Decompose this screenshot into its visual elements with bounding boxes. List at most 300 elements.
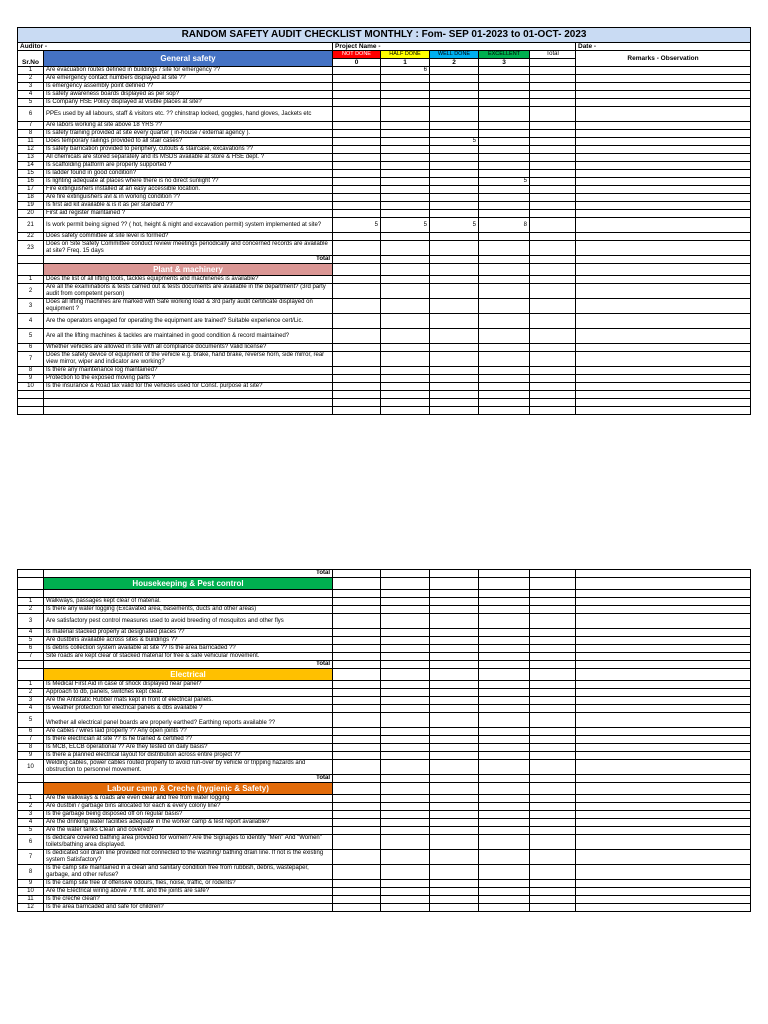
remarks-cell[interactable] xyxy=(576,91,751,99)
score-cell[interactable] xyxy=(381,91,430,99)
score-cell[interactable] xyxy=(333,299,381,314)
score-cell[interactable] xyxy=(479,705,530,713)
score-cell[interactable] xyxy=(479,344,530,352)
remarks-cell[interactable] xyxy=(576,637,751,645)
score-cell[interactable] xyxy=(430,803,479,811)
score-cell[interactable] xyxy=(333,637,381,645)
score-cell[interactable] xyxy=(479,713,530,728)
score-cell[interactable] xyxy=(381,752,430,760)
score-cell[interactable] xyxy=(430,210,479,218)
remarks-cell[interactable] xyxy=(576,888,751,896)
score-cell[interactable] xyxy=(333,202,381,210)
score-cell[interactable] xyxy=(381,202,430,210)
remarks-cell[interactable] xyxy=(576,170,751,178)
score-cell[interactable] xyxy=(381,614,430,629)
remarks-cell[interactable] xyxy=(576,154,751,162)
score-cell[interactable] xyxy=(479,154,530,162)
score-cell[interactable] xyxy=(479,83,530,91)
score-cell[interactable] xyxy=(430,681,479,689)
score-cell[interactable] xyxy=(381,880,430,888)
remarks-cell[interactable] xyxy=(576,645,751,653)
score-cell[interactable] xyxy=(381,130,430,138)
score-cell[interactable] xyxy=(479,850,530,865)
score-cell[interactable] xyxy=(333,744,381,752)
score-cell[interactable] xyxy=(430,606,479,614)
remarks-cell[interactable] xyxy=(576,865,751,880)
score-cell[interactable] xyxy=(479,697,530,705)
score-cell[interactable] xyxy=(333,383,381,391)
score-cell[interactable] xyxy=(430,276,479,284)
remarks-cell[interactable] xyxy=(576,835,751,850)
score-cell[interactable] xyxy=(381,75,430,83)
score-cell[interactable] xyxy=(381,162,430,170)
score-cell[interactable] xyxy=(333,811,381,819)
score-cell[interactable] xyxy=(381,352,430,367)
score-cell[interactable] xyxy=(381,178,430,186)
score-cell[interactable] xyxy=(430,122,479,130)
score-cell[interactable] xyxy=(381,827,430,835)
remarks-cell[interactable] xyxy=(576,614,751,629)
score-cell[interactable] xyxy=(333,284,381,299)
score-cell[interactable] xyxy=(381,835,430,850)
remarks-cell[interactable] xyxy=(576,352,751,367)
remarks-cell[interactable] xyxy=(576,383,751,391)
remarks-cell[interactable] xyxy=(576,218,751,233)
remarks-cell[interactable] xyxy=(576,210,751,218)
score-cell[interactable] xyxy=(479,681,530,689)
remarks-cell[interactable] xyxy=(576,299,751,314)
score-cell[interactable] xyxy=(333,352,381,367)
score-cell[interactable] xyxy=(381,888,430,896)
score-cell[interactable] xyxy=(430,67,479,75)
score-cell[interactable] xyxy=(381,637,430,645)
score-cell[interactable] xyxy=(381,896,430,904)
remarks-cell[interactable] xyxy=(576,130,751,138)
score-cell[interactable] xyxy=(430,299,479,314)
score-cell[interactable] xyxy=(479,162,530,170)
score-cell[interactable] xyxy=(333,645,381,653)
score-cell[interactable] xyxy=(479,689,530,697)
score-cell[interactable] xyxy=(479,880,530,888)
remarks-cell[interactable] xyxy=(576,904,751,912)
score-cell[interactable] xyxy=(333,827,381,835)
score-cell[interactable] xyxy=(430,744,479,752)
remarks-cell[interactable] xyxy=(576,67,751,75)
score-cell[interactable] xyxy=(430,637,479,645)
score-cell[interactable] xyxy=(479,107,530,122)
score-cell[interactable] xyxy=(333,697,381,705)
score-cell[interactable] xyxy=(430,705,479,713)
score-cell[interactable] xyxy=(333,705,381,713)
remarks-cell[interactable] xyxy=(576,186,751,194)
score-cell[interactable] xyxy=(333,653,381,661)
score-cell[interactable] xyxy=(381,819,430,827)
score-cell[interactable] xyxy=(430,653,479,661)
score-cell[interactable] xyxy=(333,850,381,865)
remarks-cell[interactable] xyxy=(576,736,751,744)
score-cell[interactable] xyxy=(430,352,479,367)
remarks-cell[interactable] xyxy=(576,705,751,713)
score-cell[interactable] xyxy=(430,850,479,865)
score-cell[interactable] xyxy=(381,375,430,383)
score-cell[interactable] xyxy=(381,210,430,218)
score-cell[interactable] xyxy=(430,170,479,178)
score-cell[interactable] xyxy=(479,138,530,146)
score-cell[interactable] xyxy=(430,329,479,344)
score-cell[interactable] xyxy=(479,744,530,752)
score-cell[interactable] xyxy=(333,314,381,329)
score-cell[interactable] xyxy=(479,865,530,880)
score-cell[interactable] xyxy=(430,284,479,299)
remarks-cell[interactable] xyxy=(576,811,751,819)
remarks-cell[interactable] xyxy=(576,728,751,736)
score-cell[interactable] xyxy=(479,194,530,202)
score-cell[interactable] xyxy=(333,170,381,178)
score-cell[interactable] xyxy=(333,138,381,146)
score-cell[interactable] xyxy=(430,752,479,760)
score-cell[interactable] xyxy=(430,367,479,375)
score-cell[interactable] xyxy=(479,827,530,835)
score-cell[interactable] xyxy=(381,598,430,606)
score-cell[interactable] xyxy=(479,606,530,614)
score-cell[interactable] xyxy=(430,186,479,194)
remarks-cell[interactable] xyxy=(576,697,751,705)
remarks-cell[interactable] xyxy=(576,896,751,904)
score-cell[interactable] xyxy=(479,241,530,256)
score-cell[interactable] xyxy=(430,811,479,819)
score-cell[interactable] xyxy=(333,67,381,75)
remarks-cell[interactable] xyxy=(576,99,751,107)
score-cell[interactable] xyxy=(333,233,381,241)
score-cell[interactable] xyxy=(479,904,530,912)
remarks-cell[interactable] xyxy=(576,827,751,835)
score-cell[interactable] xyxy=(381,170,430,178)
score-cell[interactable] xyxy=(479,803,530,811)
score-cell[interactable] xyxy=(333,83,381,91)
score-cell[interactable] xyxy=(479,835,530,850)
score-cell[interactable] xyxy=(381,850,430,865)
score-cell[interactable] xyxy=(430,344,479,352)
score-cell[interactable] xyxy=(381,865,430,880)
score-cell[interactable] xyxy=(381,653,430,661)
remarks-cell[interactable] xyxy=(576,122,751,130)
score-cell[interactable] xyxy=(430,713,479,728)
score-cell[interactable] xyxy=(430,146,479,154)
score-cell[interactable] xyxy=(479,352,530,367)
score-cell[interactable] xyxy=(333,178,381,186)
score-cell[interactable] xyxy=(430,375,479,383)
score-cell[interactable] xyxy=(479,75,530,83)
score-cell[interactable] xyxy=(430,202,479,210)
score-cell[interactable] xyxy=(430,760,479,775)
score-cell[interactable] xyxy=(333,276,381,284)
remarks-cell[interactable] xyxy=(576,880,751,888)
score-cell[interactable] xyxy=(381,241,430,256)
score-cell[interactable] xyxy=(381,803,430,811)
score-cell[interactable] xyxy=(381,728,430,736)
score-cell[interactable] xyxy=(333,130,381,138)
score-cell[interactable] xyxy=(333,880,381,888)
score-cell[interactable] xyxy=(430,614,479,629)
score-cell[interactable] xyxy=(430,99,479,107)
score-cell[interactable] xyxy=(333,803,381,811)
remarks-cell[interactable] xyxy=(576,752,751,760)
remarks-cell[interactable] xyxy=(576,194,751,202)
score-cell[interactable] xyxy=(333,795,381,803)
score-cell[interactable] xyxy=(479,233,530,241)
score-cell[interactable] xyxy=(333,629,381,637)
score-cell[interactable] xyxy=(430,75,479,83)
score-cell[interactable] xyxy=(430,162,479,170)
score-cell[interactable] xyxy=(333,736,381,744)
score-cell[interactable] xyxy=(381,299,430,314)
score-cell[interactable] xyxy=(333,367,381,375)
remarks-cell[interactable] xyxy=(576,202,751,210)
remarks-cell[interactable] xyxy=(576,138,751,146)
remarks-cell[interactable] xyxy=(576,606,751,614)
score-cell[interactable] xyxy=(430,819,479,827)
score-cell[interactable] xyxy=(430,241,479,256)
score-cell[interactable] xyxy=(381,383,430,391)
score-cell[interactable] xyxy=(479,99,530,107)
score-cell[interactable]: 5 xyxy=(333,218,381,233)
score-cell[interactable] xyxy=(430,314,479,329)
score-cell[interactable] xyxy=(479,795,530,803)
score-cell[interactable] xyxy=(333,598,381,606)
score-cell[interactable] xyxy=(333,186,381,194)
score-cell[interactable] xyxy=(333,865,381,880)
score-cell[interactable] xyxy=(479,329,530,344)
remarks-cell[interactable] xyxy=(576,653,751,661)
score-cell[interactable] xyxy=(333,122,381,130)
score-cell[interactable] xyxy=(479,760,530,775)
score-cell[interactable] xyxy=(479,645,530,653)
score-cell[interactable] xyxy=(479,819,530,827)
score-cell[interactable] xyxy=(333,606,381,614)
score-cell[interactable] xyxy=(333,75,381,83)
score-cell[interactable] xyxy=(430,827,479,835)
remarks-cell[interactable] xyxy=(576,314,751,329)
remarks-cell[interactable] xyxy=(576,178,751,186)
score-cell[interactable] xyxy=(333,375,381,383)
score-cell[interactable] xyxy=(479,375,530,383)
remarks-cell[interactable] xyxy=(576,713,751,728)
score-cell[interactable] xyxy=(333,154,381,162)
remarks-cell[interactable] xyxy=(576,75,751,83)
score-cell[interactable] xyxy=(430,178,479,186)
score-cell[interactable]: 6 xyxy=(381,67,430,75)
remarks-cell[interactable] xyxy=(576,107,751,122)
score-cell[interactable] xyxy=(430,728,479,736)
score-cell[interactable] xyxy=(333,194,381,202)
score-cell[interactable] xyxy=(381,122,430,130)
score-cell[interactable] xyxy=(430,91,479,99)
remarks-cell[interactable] xyxy=(576,629,751,637)
score-cell[interactable] xyxy=(333,713,381,728)
remarks-cell[interactable] xyxy=(576,329,751,344)
score-cell[interactable] xyxy=(333,91,381,99)
remarks-cell[interactable] xyxy=(576,744,751,752)
score-cell[interactable] xyxy=(479,284,530,299)
remarks-cell[interactable] xyxy=(576,83,751,91)
score-cell[interactable] xyxy=(333,162,381,170)
score-cell[interactable] xyxy=(333,904,381,912)
score-cell[interactable] xyxy=(333,344,381,352)
score-cell[interactable] xyxy=(430,645,479,653)
remarks-cell[interactable] xyxy=(576,367,751,375)
score-cell[interactable] xyxy=(333,819,381,827)
score-cell[interactable] xyxy=(333,241,381,256)
score-cell[interactable] xyxy=(381,606,430,614)
remarks-cell[interactable] xyxy=(576,276,751,284)
score-cell[interactable] xyxy=(430,697,479,705)
remarks-cell[interactable] xyxy=(576,233,751,241)
score-cell[interactable] xyxy=(381,138,430,146)
score-cell[interactable] xyxy=(479,210,530,218)
score-cell[interactable] xyxy=(381,904,430,912)
score-cell[interactable] xyxy=(479,888,530,896)
score-cell[interactable] xyxy=(430,598,479,606)
score-cell[interactable] xyxy=(430,904,479,912)
score-cell[interactable] xyxy=(479,314,530,329)
score-cell[interactable] xyxy=(381,367,430,375)
score-cell[interactable] xyxy=(381,689,430,697)
score-cell[interactable] xyxy=(430,835,479,850)
score-cell[interactable] xyxy=(381,233,430,241)
score-cell[interactable] xyxy=(381,194,430,202)
score-cell[interactable] xyxy=(430,865,479,880)
remarks-cell[interactable] xyxy=(576,689,751,697)
score-cell[interactable] xyxy=(430,233,479,241)
score-cell[interactable]: 5 xyxy=(430,138,479,146)
score-cell[interactable] xyxy=(381,146,430,154)
score-cell[interactable] xyxy=(333,329,381,344)
score-cell[interactable] xyxy=(381,314,430,329)
score-cell[interactable] xyxy=(479,598,530,606)
score-cell[interactable] xyxy=(333,888,381,896)
remarks-cell[interactable] xyxy=(576,803,751,811)
score-cell[interactable] xyxy=(381,713,430,728)
score-cell[interactable] xyxy=(381,107,430,122)
score-cell[interactable] xyxy=(333,146,381,154)
score-cell[interactable] xyxy=(430,629,479,637)
score-cell[interactable] xyxy=(381,705,430,713)
remarks-cell[interactable] xyxy=(576,795,751,803)
score-cell[interactable] xyxy=(381,284,430,299)
score-cell[interactable] xyxy=(479,91,530,99)
score-cell[interactable] xyxy=(430,194,479,202)
score-cell[interactable] xyxy=(430,383,479,391)
remarks-cell[interactable] xyxy=(576,344,751,352)
score-cell[interactable] xyxy=(381,83,430,91)
score-cell[interactable] xyxy=(333,614,381,629)
remarks-cell[interactable] xyxy=(576,598,751,606)
score-cell[interactable] xyxy=(333,896,381,904)
score-cell[interactable] xyxy=(430,689,479,697)
score-cell[interactable] xyxy=(333,99,381,107)
score-cell[interactable] xyxy=(381,186,430,194)
score-cell[interactable] xyxy=(479,728,530,736)
score-cell[interactable] xyxy=(381,795,430,803)
score-cell[interactable] xyxy=(430,154,479,162)
remarks-cell[interactable] xyxy=(576,146,751,154)
score-cell[interactable] xyxy=(430,736,479,744)
score-cell[interactable]: 8 xyxy=(479,218,530,233)
score-cell[interactable] xyxy=(479,67,530,75)
score-cell[interactable] xyxy=(381,681,430,689)
score-cell[interactable] xyxy=(381,276,430,284)
score-cell[interactable] xyxy=(381,629,430,637)
remarks-cell[interactable] xyxy=(576,819,751,827)
score-cell[interactable] xyxy=(333,107,381,122)
score-cell[interactable] xyxy=(430,888,479,896)
score-cell[interactable] xyxy=(430,130,479,138)
score-cell[interactable] xyxy=(430,107,479,122)
score-cell[interactable] xyxy=(430,83,479,91)
score-cell[interactable] xyxy=(333,728,381,736)
score-cell[interactable] xyxy=(479,202,530,210)
score-cell[interactable] xyxy=(381,744,430,752)
score-cell[interactable] xyxy=(333,681,381,689)
score-cell[interactable] xyxy=(333,689,381,697)
score-cell[interactable] xyxy=(381,645,430,653)
score-cell[interactable] xyxy=(479,299,530,314)
score-cell[interactable] xyxy=(381,344,430,352)
remarks-cell[interactable] xyxy=(576,375,751,383)
score-cell[interactable] xyxy=(479,367,530,375)
score-cell[interactable] xyxy=(381,154,430,162)
score-cell[interactable] xyxy=(479,896,530,904)
score-cell[interactable] xyxy=(430,896,479,904)
score-cell[interactable]: 5 xyxy=(479,178,530,186)
remarks-cell[interactable] xyxy=(576,162,751,170)
score-cell[interactable] xyxy=(333,210,381,218)
score-cell[interactable] xyxy=(381,99,430,107)
score-cell[interactable] xyxy=(479,170,530,178)
score-cell[interactable] xyxy=(479,637,530,645)
score-cell[interactable] xyxy=(381,811,430,819)
score-cell[interactable] xyxy=(479,736,530,744)
score-cell[interactable] xyxy=(479,146,530,154)
score-cell[interactable] xyxy=(381,736,430,744)
score-cell[interactable]: 5 xyxy=(381,218,430,233)
score-cell[interactable] xyxy=(381,697,430,705)
score-cell[interactable] xyxy=(479,186,530,194)
score-cell[interactable] xyxy=(333,760,381,775)
score-cell[interactable] xyxy=(479,276,530,284)
remarks-cell[interactable] xyxy=(576,850,751,865)
remarks-cell[interactable] xyxy=(576,760,751,775)
score-cell[interactable] xyxy=(479,629,530,637)
score-cell[interactable] xyxy=(381,760,430,775)
score-cell[interactable] xyxy=(479,122,530,130)
score-cell[interactable]: 5 xyxy=(430,218,479,233)
score-cell[interactable] xyxy=(479,383,530,391)
score-cell[interactable] xyxy=(430,880,479,888)
score-cell[interactable] xyxy=(430,795,479,803)
score-cell[interactable] xyxy=(479,130,530,138)
score-cell[interactable] xyxy=(479,811,530,819)
remarks-cell[interactable] xyxy=(576,284,751,299)
remarks-cell[interactable] xyxy=(576,241,751,256)
score-cell[interactable] xyxy=(333,835,381,850)
score-cell[interactable] xyxy=(479,752,530,760)
score-cell[interactable] xyxy=(381,329,430,344)
remarks-cell[interactable] xyxy=(576,681,751,689)
score-cell[interactable] xyxy=(479,614,530,629)
score-cell[interactable] xyxy=(333,752,381,760)
score-cell[interactable] xyxy=(479,653,530,661)
